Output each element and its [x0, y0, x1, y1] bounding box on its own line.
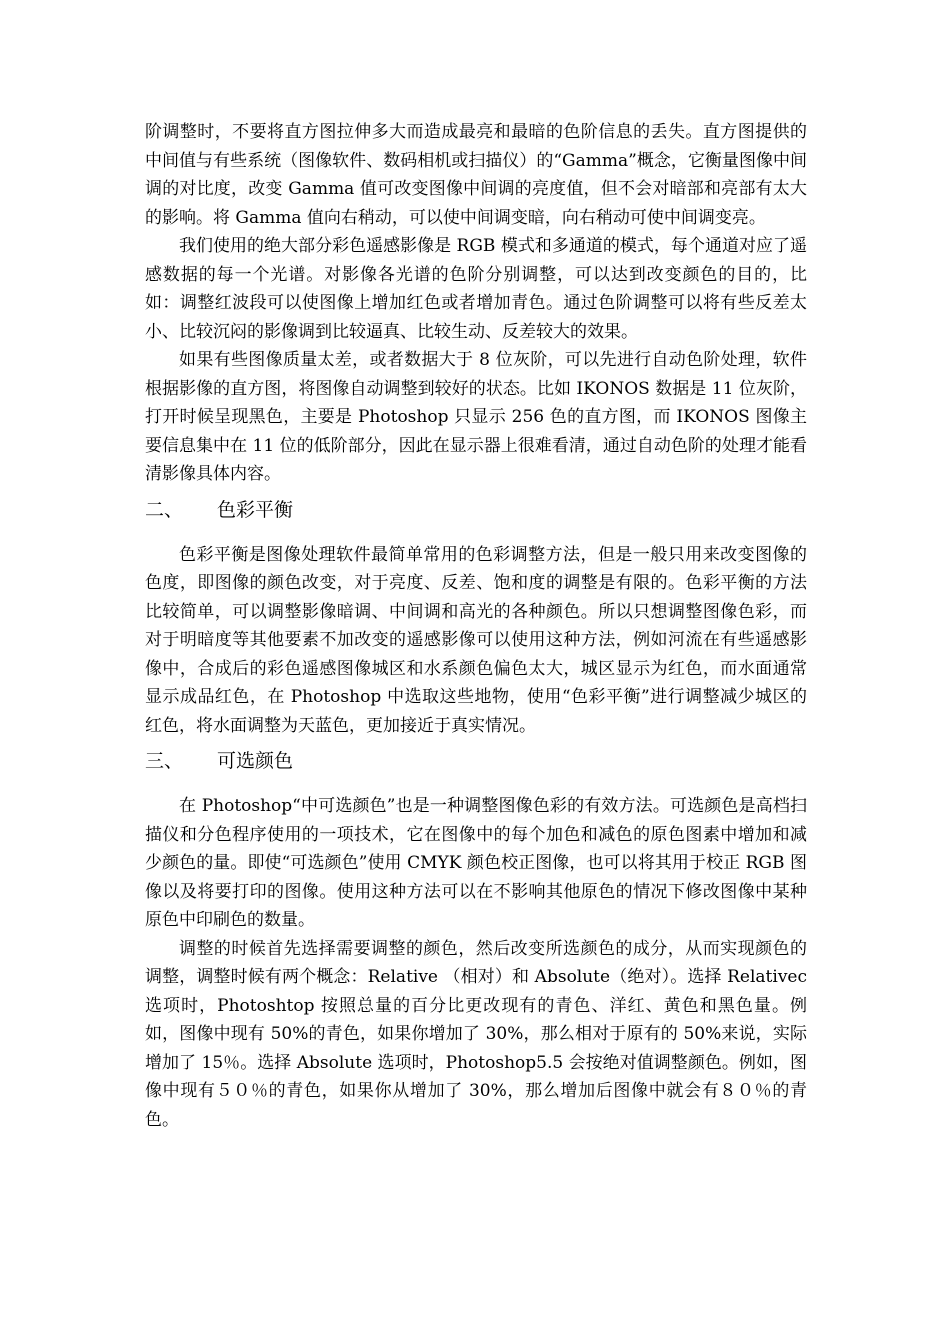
- section-heading-color-balance: [145, 493, 807, 527]
- section-title: 可选颜色: [217, 750, 294, 772]
- paragraph-relative-absolute: 调整的时候首先选择需要调整的颜色，然后改变所选颜色的成分，从而实现颜色的调整，调整时候有两个概念：Relative （相对）和 Absolute（绝对）。选择 Relativec 选项时，Photoshtop 按照总量的百分比更改现有的青色、洋红、黄色和黑色量。例如，图像中现有 50%的青色，如果你增加了 30%，那么相对于原有的 50%来说，实际增加了 15％。选择 Absolute 选项时，Photoshop5.5 会按绝对值调整颜色。例如，图像中现有５０％的青色，如果你从增加了 30%，那么增加后图像中就会有８０％的青色。: [145, 938, 807, 1130]
- paragraph-rgb-channels: 我们使用的绝大部分彩色遥感影像是 RGB 模式和多通道的模式，每个通道对应了遥感数据的每一个光谱。对影像各光谱的色阶分别调整，可以达到改变颜色的目的，比如：调整红波段可以使图像上增加红色或者增加青色。通过色阶调整可以将有些反差太小、比较沉闷的影像调到比较逼真、比较生动、反差较大的效果。: [145, 236, 807, 342]
- section-title: 色彩平衡: [217, 498, 294, 521]
- section-number: 三、: [145, 750, 184, 772]
- paragraph-auto-levels: 如果有些图像质量太差，或者数据大于 8 位灰阶，可以先进行自动色阶处理，软件根据影像的直方图，将图像自动调整到较好的状态。比如 IKONOS 数据是 11 位灰阶，打开时候呈现黑色，主要是 Photoshop 只显示 256 色的直方图，而 IKONOS 图像主要信息集中在 11 位的低阶部分，因此在显示器上很难看清，通过自动色阶的处理才能看清影像具体内容。: [145, 350, 807, 484]
- paragraph-histogram-gamma: 阶调整时，不要将直方图拉伸多大而造成最亮和最暗的色阶信息的丢失。直方图提供的中间值与有些系统（图像软件、数码相机或扫描仪）的“Gamma”概念，它衡量图像中间调的对比度，改变 Gamma 值可改变图像中间调的亮度值，但不会对暗部和亮部有太大的影响。将 Gamma 值向右稍动，可以使中间调变暗，向右稍动可使中间调变亮。: [145, 122, 807, 228]
- section-number: 二、: [145, 498, 184, 521]
- document-page: [145, 118, 807, 1134]
- section-heading-selective-color: [145, 744, 807, 778]
- paragraph-color-balance: 色彩平衡是图像处理软件最简单常用的色彩调整方法，但是一般只用来改变图像的色度，即图像的颜色改变，对于亮度、反差、饱和度的调整是有限的。色彩平衡的方法比较简单，可以调整影像暗调、中间调和高光的各种颜色。所以只想调整图像色彩，而对于明暗度等其他要素不加改变的遥感影像可以使用这种方法，例如河流在有些遥感影像中，合成后的彩色遥感图像城区和水系颜色偏色太大，城区显示为红色，而水面通常显示成品红色，在 Photoshop 中选取这些地物，使用“色彩平衡”进行调整减少城区的红色，将水面调整为天蓝色，更加接近于真实情况。: [145, 544, 807, 736]
- paragraph-selective-color-intro: 在 Photoshop“中可选颜色”也是一种调整图像色彩的有效方法。可选颜色是高档扫描仪和分色程序使用的一项技术，它在图像中的每个加色和减色的原色图素中增加和减少颜色的量。即使“可选颜色”使用 CMYK 颜色校正图像，也可以将其用于校正 RGB 图像以及将要打印的图像。使用这种方法可以在不影响其他原色的情况下修改图像中某种原色中印刷色的数量。: [145, 796, 807, 930]
